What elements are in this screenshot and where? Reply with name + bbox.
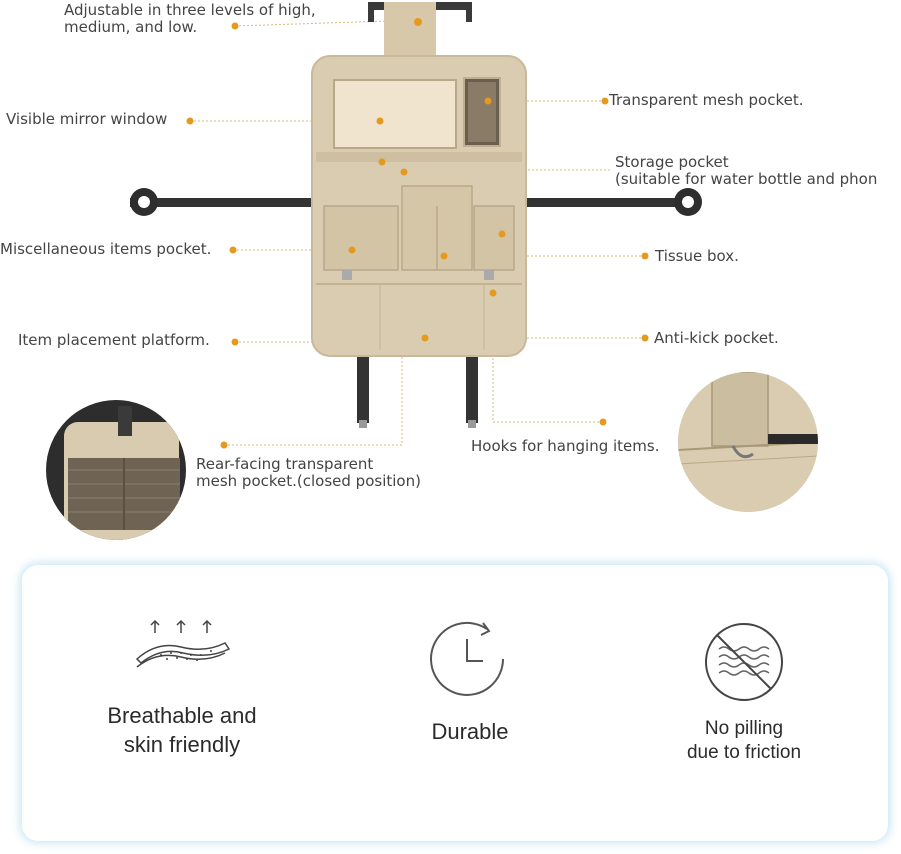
no-pilling-icon (699, 617, 789, 707)
callout-dot (232, 339, 239, 346)
callout-dot (441, 253, 448, 260)
feature-no-pilling (644, 617, 844, 765)
callout-storage-pocket (615, 154, 877, 188)
feature-durable (370, 615, 570, 746)
callout-dot (422, 335, 429, 342)
callout-dot (187, 118, 194, 125)
callout-dot (221, 442, 228, 449)
feature-label: skin friendly (123, 732, 241, 757)
feature-label: No pilling (704, 718, 784, 739)
callout-dot (230, 247, 237, 254)
callout-dot (642, 253, 649, 260)
callout-adjustable-levels (64, 2, 316, 36)
callout-rear-mesh-pocket (196, 456, 421, 490)
callout-line: Adjustable in three levels of high, (64, 1, 316, 19)
callout-dot (600, 419, 607, 426)
callout-dot (349, 247, 356, 254)
feature-breathable (82, 615, 282, 759)
callout-dot (401, 169, 408, 176)
hook-detail-photo (678, 372, 818, 512)
callout-line: Rear-facing transparent (196, 455, 374, 473)
callout-dot (485, 98, 492, 105)
callout-anti-kick-pocket: Anti-kick pocket. (654, 329, 779, 347)
callout-line: medium, and low. (64, 18, 198, 36)
callout-line: Storage pocket (615, 153, 729, 171)
callout-hanging-hooks: Hooks for hanging items. (471, 437, 660, 455)
rear-mesh-detail-photo (46, 400, 186, 540)
callout-dot (377, 118, 384, 125)
callout-tissue-box: Tissue box. (655, 247, 739, 265)
feature-label: due to friction (686, 742, 802, 763)
feature-label: Breathable and (107, 703, 257, 728)
durable-clock-icon (425, 615, 515, 705)
feature-label: Durable (431, 719, 509, 744)
callout-dot (499, 231, 506, 238)
car-seat-organizer-illustration (120, 0, 720, 440)
callout-dot (642, 335, 649, 342)
callout-line: mesh pocket.(closed position) (196, 472, 421, 490)
callout-dot (379, 159, 386, 166)
callout-mesh-pocket: Transparent mesh pocket. (609, 91, 804, 109)
callout-line: (suitable for water bottle and phon (615, 170, 878, 188)
features-panel (22, 565, 888, 841)
breathable-fabric-icon (127, 615, 237, 685)
callout-misc-pocket: Miscellaneous items pocket. (0, 240, 212, 258)
callout-mirror-window: Visible mirror window (6, 110, 168, 128)
callout-dot (490, 290, 497, 297)
callout-item-platform: Item placement platform. (18, 331, 210, 349)
callout-dot (602, 98, 609, 105)
